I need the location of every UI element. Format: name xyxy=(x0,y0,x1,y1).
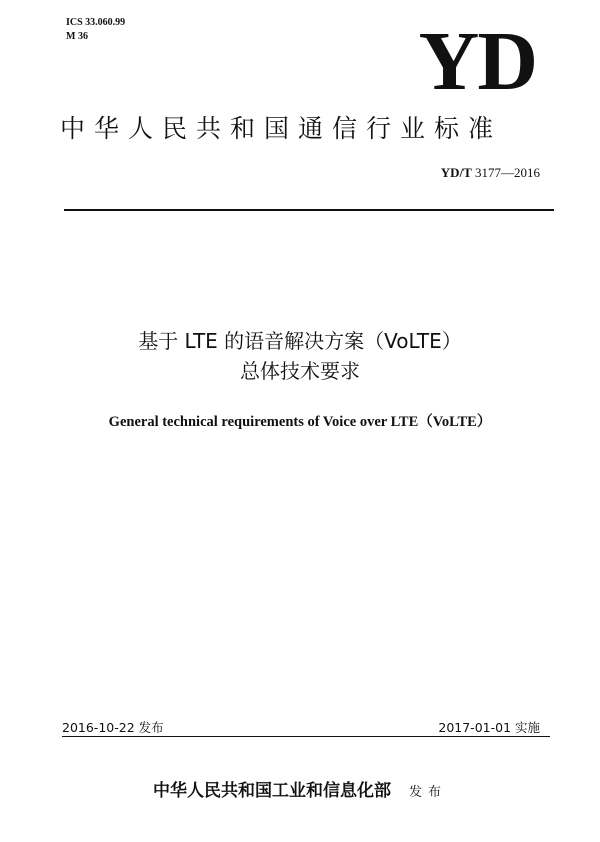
issuer-suffix: 发布 xyxy=(408,785,447,800)
issue-date: 2016-10-22 发布 xyxy=(62,720,164,735)
classification-block xyxy=(66,16,125,44)
ccs-code: M 36 xyxy=(66,31,88,42)
issuer-name: 中华人民共和国工业和信息化部 xyxy=(152,781,391,801)
ics-code: ICS 33.060.99 xyxy=(66,17,126,28)
standard-code-number: 3177—2016 xyxy=(475,165,540,180)
effective-date: 2017-01-01 实施 xyxy=(438,720,540,735)
top-divider xyxy=(64,209,554,211)
issuer-line xyxy=(0,776,600,801)
standard-code-prefix: YD/T xyxy=(440,165,472,180)
title-zh-line1: 基于 LTE 的语音解决方案（VoLTE） xyxy=(138,329,462,353)
bottom-divider xyxy=(62,736,550,737)
document-title-english: General technical requirements of Voice over LTE（VoLTE） xyxy=(108,414,492,430)
yd-logo: YD xyxy=(418,15,536,108)
title-zh-line2: 总体技术要求 xyxy=(240,359,360,383)
standard-category-title: 中华人民共和国通信行业标准 xyxy=(60,114,503,143)
standard-code xyxy=(441,165,540,181)
document-title-chinese xyxy=(0,326,600,386)
